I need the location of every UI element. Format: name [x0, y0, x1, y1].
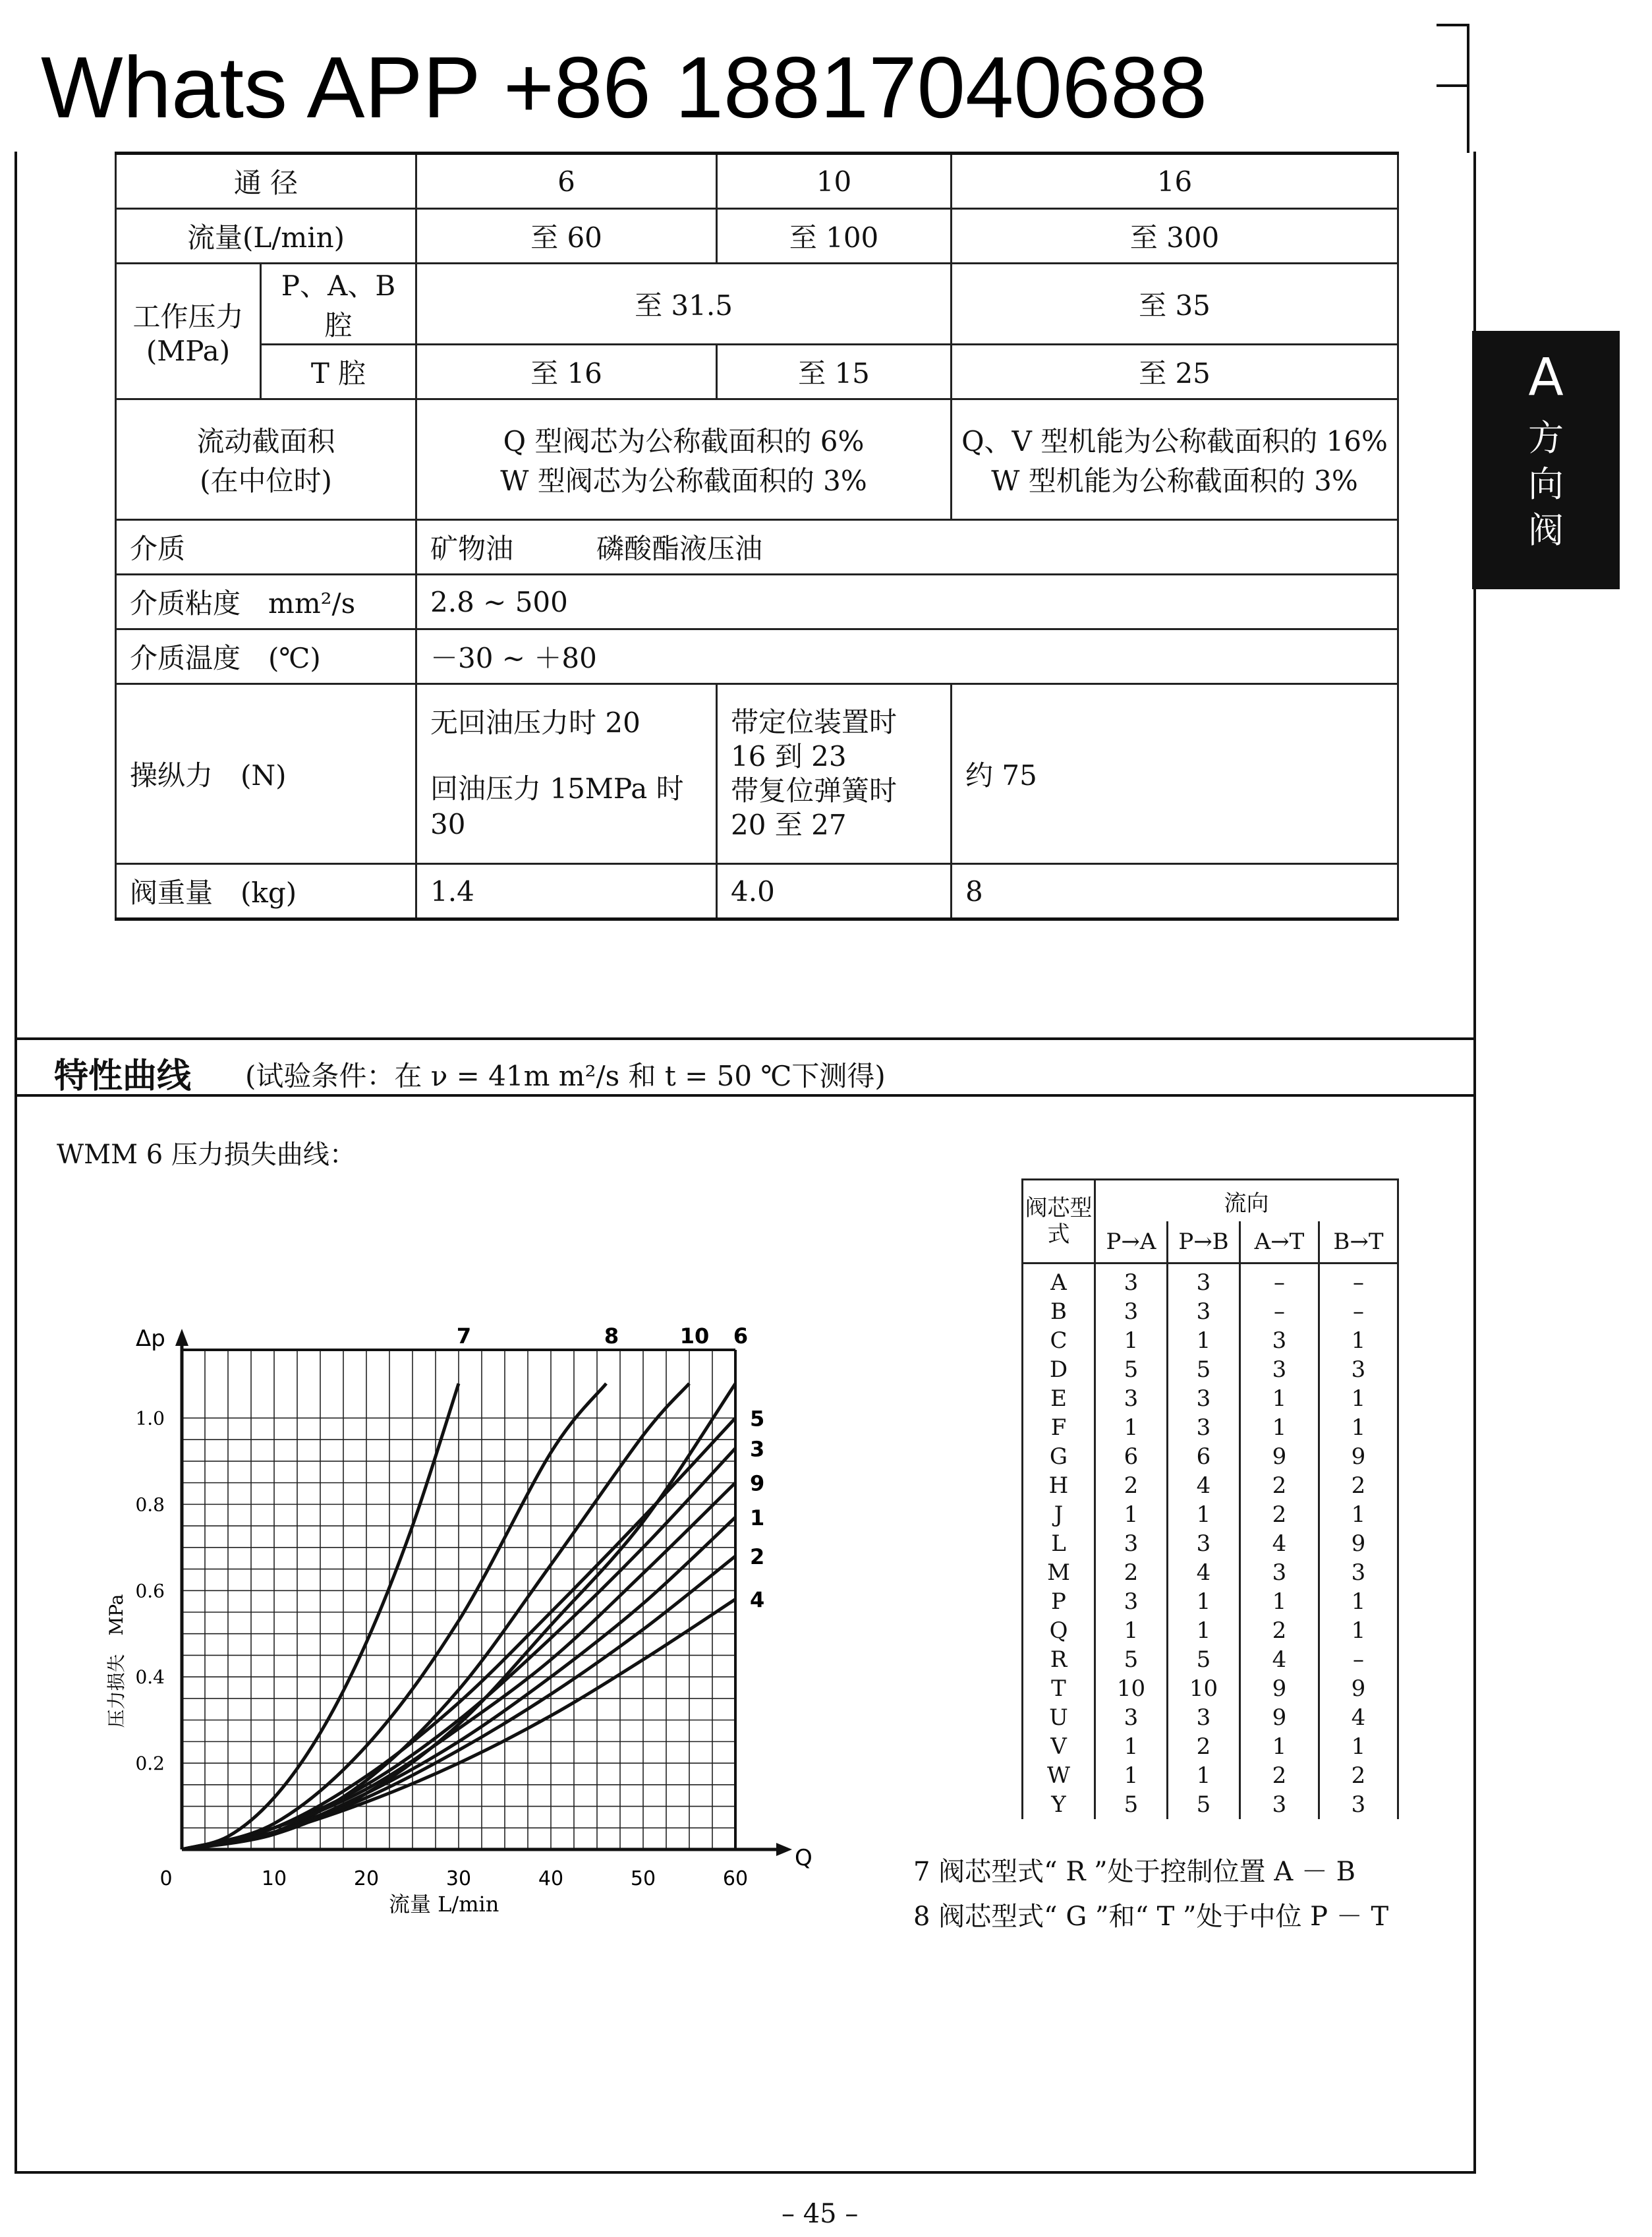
series-label-6: 6 — [733, 1323, 749, 1349]
weight-label: 阀重量 (kg) — [116, 864, 416, 919]
series-label-7: 7 — [456, 1323, 472, 1349]
spool-cell: M — [1047, 1559, 1070, 1586]
spool-cell: 4 — [1272, 1646, 1287, 1673]
spool-cell: 5 — [1196, 1646, 1211, 1673]
spool-cell: 1 — [1351, 1617, 1366, 1644]
spool-cell: 3 — [1124, 1588, 1139, 1615]
table-row — [116, 629, 1398, 684]
table-row — [116, 520, 1398, 575]
spool-cell: 3 — [1124, 1298, 1139, 1325]
test-conditions: (试验条件：在 ν = 41m m²/s 和 t = 50 ℃下测得) — [245, 1060, 886, 1092]
spool-cell: 3 — [1351, 1559, 1366, 1586]
pressure-label: 工作压力 (MPa) — [116, 264, 261, 399]
spool-cell: 4 — [1351, 1704, 1366, 1731]
spool-cell: 2 — [1351, 1762, 1366, 1789]
spool-cell: 1 — [1124, 1327, 1139, 1354]
spool-cell: 3 — [1124, 1385, 1139, 1412]
medium-value: 矿物油 磷酸酯液压油 — [416, 520, 1398, 575]
table-row — [116, 154, 1398, 209]
spool-cell: 3 — [1124, 1530, 1139, 1557]
spool-cell: 1 — [1196, 1327, 1211, 1354]
spool-cell: 5 — [1124, 1791, 1139, 1818]
t-label: T 腔 — [261, 345, 416, 399]
spool-cell: 3 — [1196, 1530, 1211, 1557]
spool-cell: 1 — [1272, 1588, 1287, 1615]
spool-cell: G — [1049, 1443, 1068, 1470]
flow-6: 至 60 — [416, 209, 717, 264]
corner-crop-mark-top — [1437, 24, 1469, 26]
spool-cell: B — [1050, 1298, 1067, 1325]
series-label-4: 4 — [750, 1587, 765, 1613]
spool-cell: – — [1353, 1298, 1364, 1325]
spool-cell: 3 — [1351, 1356, 1366, 1383]
viscosity-value: 2.8 ~ 500 — [416, 575, 1398, 629]
series-label-2: 2 — [750, 1544, 765, 1569]
spool-cell: 1 — [1124, 1762, 1139, 1789]
spool-cell: 9 — [1351, 1443, 1366, 1470]
spool-cell: C — [1050, 1327, 1068, 1354]
spool-cell: 3 — [1196, 1298, 1211, 1325]
spool-cell: 2 — [1124, 1559, 1139, 1586]
spool-cell: 2 — [1272, 1501, 1287, 1528]
x-axis-label: 流量 L/min — [389, 1892, 499, 1917]
diameter-10: 10 — [717, 154, 952, 209]
x-axis-arrow-icon — [776, 1843, 792, 1856]
force-6: 无回油压力时 20 回油压力 15MPa 时 30 — [416, 684, 717, 864]
pab-16: 至 35 — [952, 264, 1398, 345]
x-tick-label: 60 — [722, 1867, 749, 1890]
x-tick-label: 50 — [630, 1867, 656, 1890]
chart-grid — [175, 1329, 792, 1856]
spool-cell: 3 — [1272, 1791, 1287, 1818]
table-row — [116, 345, 1398, 399]
a-t-column — [1240, 1264, 1319, 1820]
y-tick-label: 0.8 — [135, 1494, 165, 1516]
table-row — [116, 209, 1398, 264]
spool-cell: 2 — [1124, 1472, 1139, 1499]
spool-cell: E — [1050, 1385, 1067, 1412]
table-row — [116, 575, 1398, 629]
diameter-16: 16 — [952, 154, 1398, 209]
spool-cell: Y — [1051, 1791, 1066, 1818]
spool-cell: 3 — [1124, 1704, 1139, 1731]
series-label-8: 8 — [604, 1323, 619, 1349]
spool-cell: 3 — [1272, 1327, 1287, 1354]
series-label-5: 5 — [750, 1406, 765, 1432]
diameter-6: 6 — [416, 154, 717, 209]
p-b-column — [1168, 1264, 1240, 1820]
series-label-10: 10 — [679, 1323, 710, 1349]
y-axis-label: 压力损失 MPa — [105, 1594, 127, 1728]
y-tick-label: 0.6 — [135, 1580, 165, 1602]
spool-cell: R — [1050, 1646, 1068, 1673]
spool-cell: 10 — [1189, 1675, 1218, 1702]
series-label-3: 3 — [750, 1436, 765, 1462]
spool-cell: – — [1274, 1298, 1285, 1325]
spool-cell: 3 — [1196, 1385, 1211, 1412]
spool-type-column — [1023, 1264, 1095, 1820]
force-label: 操纵力 (N) — [116, 684, 416, 864]
spool-cell: 1 — [1351, 1385, 1366, 1412]
spool-cell: 1 — [1196, 1501, 1211, 1528]
spool-cell: 1 — [1124, 1501, 1139, 1528]
table-row — [116, 684, 1398, 864]
spool-cell: 5 — [1196, 1791, 1211, 1818]
spool-cell: U — [1049, 1704, 1068, 1731]
spool-cell: 6 — [1124, 1443, 1139, 1470]
spool-cell: 4 — [1196, 1559, 1211, 1586]
x-tick-label: 10 — [261, 1867, 287, 1890]
flow-label: 流量(L/min) — [116, 209, 416, 264]
spool-cell: 3 — [1124, 1269, 1139, 1296]
spool-cell: 1 — [1124, 1617, 1139, 1644]
spool-cell: V — [1050, 1733, 1067, 1760]
spool-flow-table — [1021, 1178, 1399, 1819]
x-tick-label: 0 — [159, 1867, 173, 1890]
temp-value: －30 ~ ＋80 — [416, 629, 1398, 684]
spool-cell: 2 — [1272, 1762, 1287, 1789]
pab-6-10: 至 31.5 — [416, 264, 952, 345]
spool-cell: H — [1048, 1472, 1069, 1499]
spool-cell: 1 — [1124, 1733, 1139, 1760]
spool-cell: 2 — [1351, 1472, 1366, 1499]
spool-cell: J — [1054, 1501, 1064, 1528]
spool-cell: 4 — [1272, 1530, 1287, 1557]
series-label-9: 9 — [750, 1470, 765, 1496]
series-label-1: 1 — [750, 1505, 765, 1530]
t-6: 至 16 — [416, 345, 717, 399]
spool-cell: 1 — [1272, 1414, 1287, 1441]
curve-note-7: 7 阀芯型式“ R ”处于控制位置 A － B — [913, 1857, 1356, 1887]
spool-cell: 1 — [1351, 1327, 1366, 1354]
force-16: 约 75 — [952, 684, 1398, 864]
spool-cell: 9 — [1272, 1704, 1287, 1731]
flow-header: 流向 — [1095, 1180, 1398, 1222]
x-axis-symbol: Q — [795, 1845, 812, 1871]
y-tick-label: 0.2 — [135, 1753, 165, 1775]
spool-cell: 2 — [1272, 1617, 1287, 1644]
weight-16: 8 — [952, 864, 1398, 919]
spool-cell: T — [1051, 1675, 1066, 1702]
col-b-t: B→T — [1319, 1221, 1398, 1264]
spool-cell: 1 — [1351, 1588, 1366, 1615]
y-axis-symbol: Δp — [136, 1325, 165, 1352]
col-a-t: A→T — [1240, 1221, 1319, 1264]
viscosity-label: 介质粘度 mm²/s — [116, 575, 416, 629]
y-axis-arrow-icon — [175, 1329, 188, 1346]
spool-cell: P — [1051, 1588, 1066, 1615]
spool-cell: 10 — [1116, 1675, 1146, 1702]
table-row — [1023, 1264, 1398, 1820]
medium-label: 介质 — [116, 520, 416, 575]
p-a-column — [1095, 1264, 1168, 1820]
force-10: 带定位装置时 16 到 23 带复位弹簧时 20 至 27 — [717, 684, 952, 864]
spool-cell: 3 — [1272, 1559, 1287, 1586]
pressure-loss-chart — [99, 1292, 837, 1951]
temp-label: 介质温度 (℃) — [116, 629, 416, 684]
page-number: – 45 – — [782, 2199, 859, 2229]
side-tab-letter: A — [1528, 348, 1564, 407]
spool-cell: 9 — [1272, 1443, 1287, 1470]
x-tick-label: 30 — [445, 1867, 472, 1890]
spool-cell: W — [1047, 1762, 1070, 1789]
spool-cell: 5 — [1196, 1356, 1211, 1383]
spool-cell: 5 — [1124, 1646, 1139, 1673]
spool-cell: D — [1049, 1356, 1068, 1383]
spool-cell: 1 — [1272, 1385, 1287, 1412]
spool-cell: 9 — [1351, 1530, 1366, 1557]
flow-16: 至 300 — [952, 209, 1398, 264]
spool-cell: 1 — [1124, 1414, 1139, 1441]
b-t-column — [1319, 1264, 1398, 1820]
col-p-a: P→A — [1095, 1221, 1168, 1264]
pab-label: P、A、B 腔 — [261, 264, 416, 345]
area-6-10: Q 型阀芯为公称截面积的 6% W 型阀芯为公称截面积的 3% — [416, 399, 952, 520]
x-tick-label: 40 — [538, 1867, 564, 1890]
table-row — [116, 264, 1398, 345]
side-tab-label: 方 向 阀 — [1528, 417, 1564, 551]
area-label: 流动截面积 (在中位时) — [116, 399, 416, 520]
spool-cell: 1 — [1196, 1588, 1211, 1615]
spool-cell: 1 — [1351, 1733, 1366, 1760]
spool-cell: L — [1051, 1530, 1066, 1557]
whatsapp-contact-header: Whats APP +86 18817040688 — [41, 39, 1208, 136]
spool-cell: 5 — [1124, 1356, 1139, 1383]
spool-cell: – — [1353, 1646, 1364, 1673]
spool-cell: 4 — [1196, 1472, 1211, 1499]
y-tick-label: 1.0 — [135, 1407, 165, 1430]
spool-cell: 1 — [1196, 1617, 1211, 1644]
spool-cell: 1 — [1272, 1733, 1287, 1760]
spool-cell: 1 — [1351, 1501, 1366, 1528]
table-row — [116, 864, 1398, 919]
spool-cell: 2 — [1272, 1472, 1287, 1499]
spool-cell: – — [1274, 1269, 1285, 1296]
spool-header: 阀芯型式 — [1023, 1180, 1095, 1264]
spool-cell: 3 — [1196, 1704, 1211, 1731]
flow-10: 至 100 — [717, 209, 952, 264]
t-16: 至 25 — [952, 345, 1398, 399]
table-row — [116, 399, 1398, 520]
spool-cell: 3 — [1272, 1356, 1287, 1383]
spool-cell: – — [1353, 1269, 1364, 1296]
spool-cell: Q — [1049, 1617, 1068, 1644]
spool-cell: 2 — [1196, 1733, 1211, 1760]
diameter-label: 通 径 — [116, 154, 416, 209]
spool-cell: 1 — [1351, 1414, 1366, 1441]
section-title: 特性曲线 — [54, 1057, 192, 1096]
spool-cell: A — [1050, 1269, 1067, 1296]
spool-cell: 9 — [1272, 1675, 1287, 1702]
y-tick-label: 0.4 — [135, 1666, 165, 1689]
corner-crop-mark-bottom — [1437, 84, 1469, 87]
weight-6: 1.4 — [416, 864, 717, 919]
table-row — [1023, 1180, 1398, 1222]
spool-cell: 6 — [1196, 1443, 1211, 1470]
spool-cell: 3 — [1196, 1269, 1211, 1296]
col-p-b: P→B — [1168, 1221, 1240, 1264]
spool-cell: 3 — [1196, 1414, 1211, 1441]
section-side-tab — [1472, 331, 1620, 589]
area-16: Q、V 型机能为公称截面积的 16% W 型机能为公称截面积的 3% — [952, 399, 1398, 520]
spool-cell: 3 — [1351, 1791, 1366, 1818]
spool-cell: 9 — [1351, 1675, 1366, 1702]
spool-cell: 1 — [1196, 1762, 1211, 1789]
t-10: 至 15 — [717, 345, 952, 399]
curve-caption: WMM 6 压力损失曲线： — [57, 1140, 356, 1170]
corner-crop-mark — [1467, 24, 1469, 153]
technical-spec-table — [115, 152, 1399, 921]
curve-note-8: 8 阀芯型式“ G ”和“ T ”处于中位 P － T — [913, 1902, 1389, 1932]
x-tick-label: 20 — [353, 1867, 380, 1890]
weight-10: 4.0 — [717, 864, 952, 919]
spool-cell: F — [1050, 1414, 1067, 1441]
